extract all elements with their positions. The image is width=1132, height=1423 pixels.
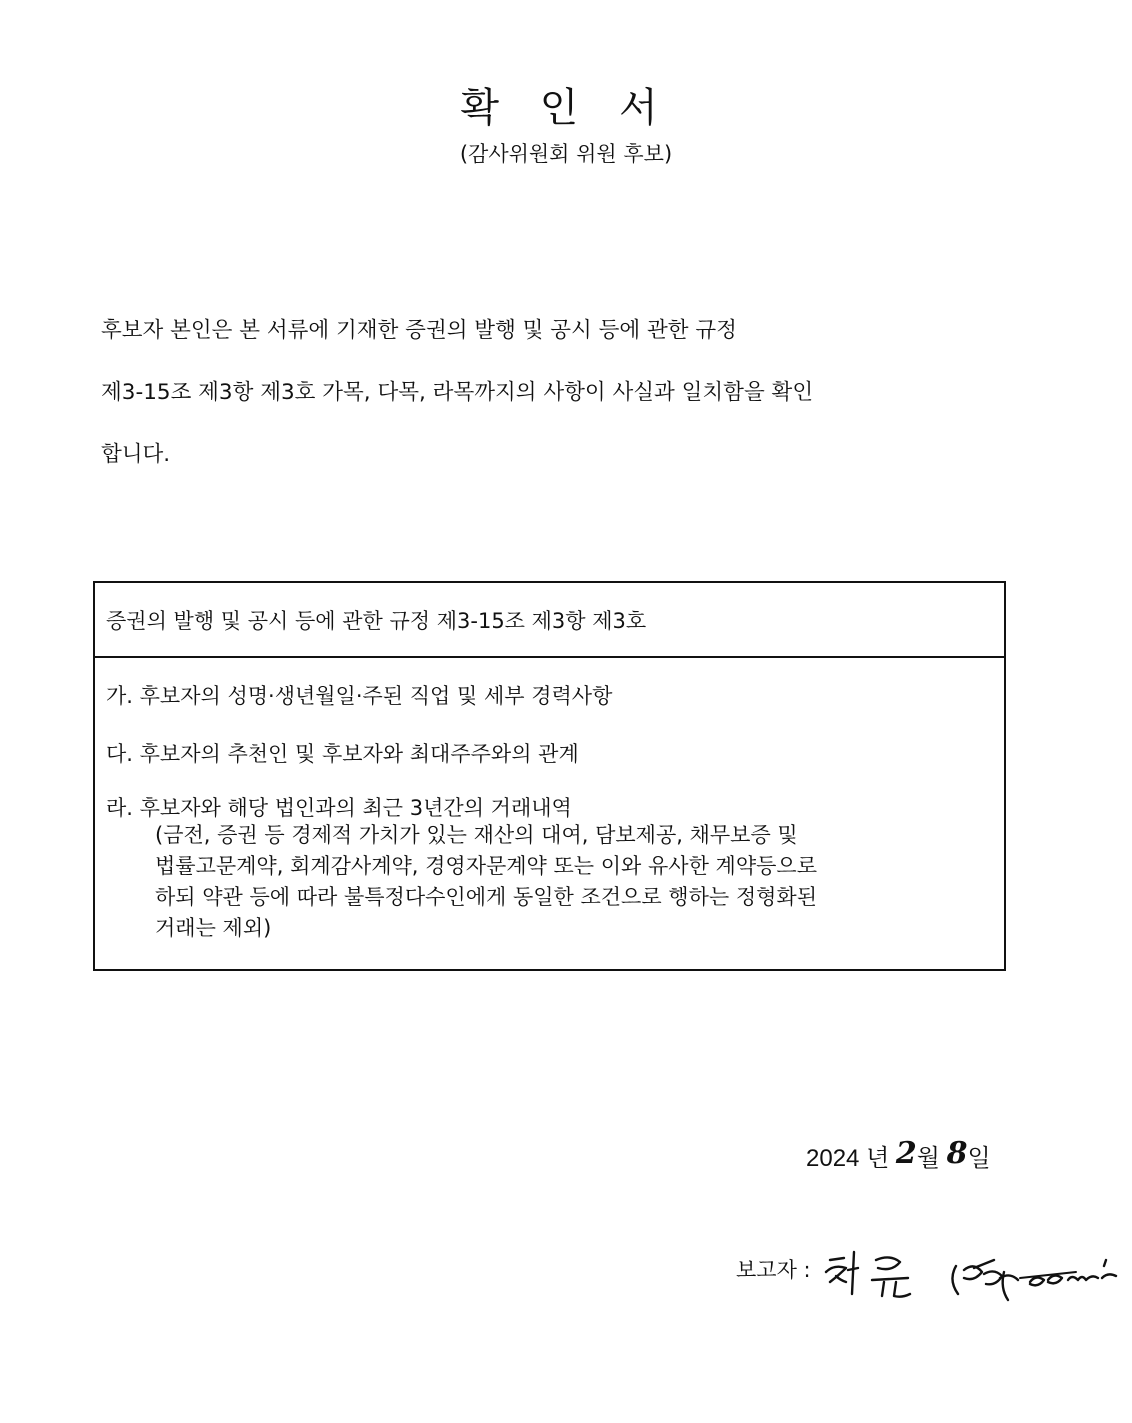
date-year-unit: 년 — [866, 1145, 890, 1172]
statement-line-2: 제3-15조 제3항 제3호 가목, 다목, 라목까지의 사항이 사실과 일치함을 확인 — [101, 380, 814, 405]
reporter-label: 보고자 : — [736, 1258, 811, 1282]
document-subtitle: (감사위원회 위원 후보) — [459, 142, 673, 166]
detail-line-3: 하되 약관 등에 따라 불특정다수인에게 동일한 조건으로 행하는 정형화된 — [155, 885, 817, 909]
regulation-item-da: 다. 후보자의 추천인 및 후보자와 최대주주와의 관계 — [106, 742, 579, 766]
regulation-box — [93, 581, 1006, 971]
regulation-item-ra: 라. 후보자와 해당 법인과의 최근 3년간의 거래내역 — [106, 796, 572, 820]
statement-line-1: 후보자 본인은 본 서류에 기재한 증권의 발행 및 공시 등에 관한 규정 — [101, 318, 737, 343]
regulation-item-ga: 가. 후보자의 성명·생년월일·주된 직업 및 세부 경력사항 — [106, 684, 613, 708]
date-month-handwritten: 2 — [895, 1136, 917, 1171]
regulation-item-ra-detail — [155, 820, 817, 944]
date-day-handwritten: 8 — [946, 1136, 968, 1171]
date-year: 2024 — [806, 1145, 860, 1172]
regulation-box-header: 증권의 발행 및 공시 등에 관한 규정 제3-15조 제3항 제3호 — [95, 583, 1004, 658]
reporter-block — [736, 1238, 1126, 1308]
detail-line-2: 법률고문계약, 회계감사계약, 경영자문계약 또는 이와 유사한 계약등으로 — [155, 854, 817, 878]
document-title: 확 인 서 — [460, 85, 672, 131]
statement-line-3: 합니다. — [101, 442, 171, 467]
handwritten-signature — [824, 1238, 1124, 1308]
date-day-unit: 일 — [967, 1145, 991, 1172]
document-date — [806, 1138, 991, 1174]
detail-line-1: (금전, 증권 등 경제적 가치가 있는 재산의 대여, 담보제공, 채무보증 및 — [155, 823, 798, 847]
date-month-unit: 월 — [916, 1145, 940, 1172]
confirmation-statement — [101, 300, 1001, 486]
detail-line-4: 거래는 제외) — [155, 916, 272, 940]
